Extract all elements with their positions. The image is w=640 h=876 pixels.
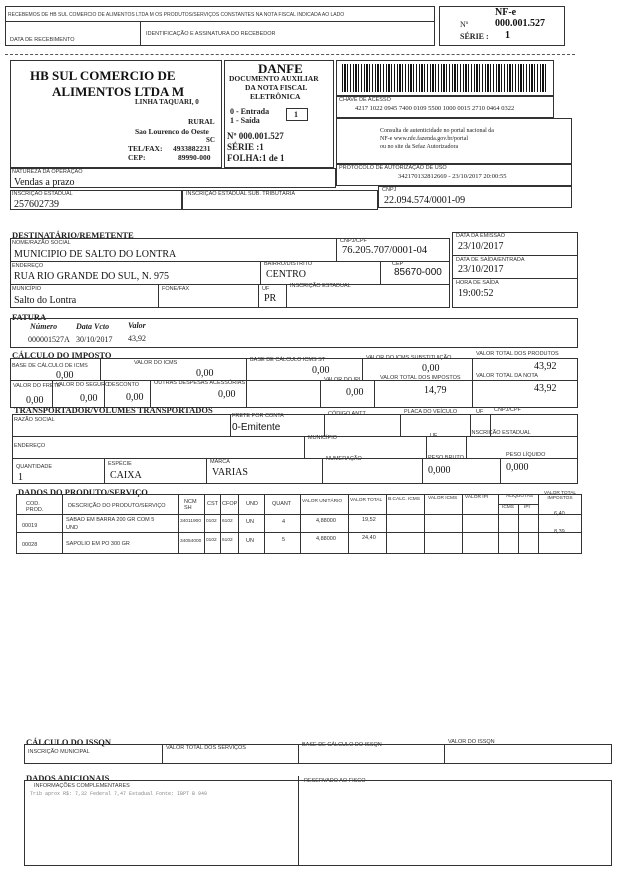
natureza-label: NATUREZA DA OPERAÇÃO [12, 169, 83, 175]
canhoto-serie: 1 [505, 30, 510, 41]
row1-cod: 00019 [22, 523, 38, 529]
dest-cnpj: 76.205.707/0001-04 [342, 245, 428, 256]
transp-qtd: 1 [18, 472, 23, 483]
chave-label: CHAVE DE ACESSO [339, 97, 391, 103]
v-st-label: VALOR DO ICMS SUBSTITUIÇÃO [366, 355, 452, 361]
hora-saida-label: HORA DE SAÍDA [456, 280, 499, 286]
canhoto-text: RECEBEMOS DE HB SUL COMERCIO DE ALIMENTOS LTDA M OS PRODUTOS/SERVIÇOS CONSTANTES NA NOTA FISCAL INDICADA AO LADO [8, 12, 345, 18]
dest-bairro-label: BAIRRO/DISTRITO [264, 261, 313, 267]
row2-desc-l1: SAPOLIO EM PO 300 GR [66, 541, 130, 547]
row2-imp: 8,39 [554, 529, 565, 535]
dest-uf: PR [264, 293, 277, 304]
hora-saida: 19:00:52 [458, 288, 494, 299]
emitente-cep: 89990-000 [178, 153, 211, 162]
th-aliq: ALIQUOTAS [506, 494, 534, 499]
tot-trib: 14,79 [424, 385, 447, 396]
transp-frete-label: FRETE POR CONTA [232, 413, 284, 419]
danfe-folha: FOLHA:1 de 1 [227, 153, 285, 163]
data-saida: 23/10/2017 [458, 264, 504, 275]
data-recebimento-label: DATA DE RECEBIMENTO [10, 37, 75, 43]
dest-nome-label: NOME/RAZÃO SOCIAL [12, 240, 71, 246]
seguro-label: VALOR DO SEGURO [56, 382, 110, 388]
emitente-cep-label: CEP: [128, 153, 146, 162]
dest-municipio: Salto do Lontra [14, 295, 77, 306]
transp-cnpj-label: CNPJ/CPF [494, 407, 521, 413]
transp-marca: VARIAS [212, 467, 248, 478]
canhoto-numero: 000.001.527 [495, 18, 545, 29]
issqn-section: CÁLCULO DO ISSQN [26, 737, 112, 747]
th-ncm: NCM SH [184, 499, 197, 511]
issqn-bc-label: BASE DE CÁLCULO DO ISSQN [302, 742, 382, 748]
row2-quant: 5 [282, 537, 286, 543]
consulta-l1: Consulta de autenticidade no portal nacional da [380, 128, 494, 134]
emitente-cidade: Sao Lourenco do Oeste [135, 127, 209, 136]
canhoto-serie-prefix: SÉRIE : [460, 32, 489, 41]
dest-municipio-label: MUNICÍPIO [12, 286, 42, 292]
transp-razao-label: RAZÃO SOCIAL [14, 417, 55, 423]
th-cfop: CFOP [222, 501, 238, 507]
dest-fone-label: FONE/FAX [162, 286, 190, 292]
fatura-valor-label: Valor [128, 321, 146, 330]
transp-peso-bruto-label: PESO BRUTO [428, 455, 464, 461]
th-vtotal: VALOR TOTAL [350, 498, 383, 503]
th-vipi: VALOR IPI [465, 495, 489, 500]
transp-antt-label: CÓDIGO ANTT [328, 411, 366, 417]
row2-ncm: 34054000 [180, 539, 202, 544]
th-quant: QUANT [272, 501, 292, 507]
th-vicms: VALOR ICMS [428, 496, 458, 501]
danfe-numero: Nº 000.001.527 [227, 131, 284, 141]
emitente-bairro: RURAL [188, 117, 215, 126]
v-nota-label: VALOR TOTAL DA NOTA [476, 373, 538, 379]
cut-line [5, 54, 575, 55]
issqn-v-label: VALOR DO ISSQN [448, 739, 495, 745]
dest-bairro: CENTRO [266, 269, 306, 280]
danfe-serie: SÉRIE :1 [227, 142, 264, 152]
danfe-sub1: DOCUMENTO AUXILIAR [229, 74, 319, 83]
fatura-data-label: Data Vcto [76, 322, 110, 331]
emitente-nome-l2: ALIMENTOS LTDA M [52, 84, 185, 99]
row1-vtotal: 19,52 [362, 517, 376, 523]
outras-label: OUTRAS DESPESAS ACESSÓRIAS [154, 380, 246, 386]
danfe-entrada: 0 - Entrada [230, 107, 270, 116]
ipi: 0,00 [346, 387, 364, 398]
outras: 0,00 [218, 389, 236, 400]
cnpj-emit-label: CNPJ [382, 187, 397, 193]
transp-peso-liq-label: PESO LÍQUIDO [506, 452, 546, 458]
transp-marca-label: MARCA [210, 459, 230, 465]
row1-ncm: 34011900 [180, 519, 201, 524]
issqn-im-label: INSCRIÇÃO MUNICIPAL [28, 749, 90, 755]
emitente-uf: SC [206, 136, 215, 144]
v-nota: 43,92 [534, 383, 557, 394]
ie-value: 257602739 [14, 199, 59, 210]
consulta-l2: NF-e www.nfe.fazenda.gov.br/portal [380, 136, 469, 142]
th-und: UND [246, 501, 258, 507]
row1-und: UN [246, 519, 254, 525]
dest-cep-label: CEP [392, 261, 404, 267]
v-st: 0,00 [422, 363, 440, 374]
danfe-sub3: ELETRÔNICA [250, 92, 301, 101]
dest-endereco-label: ENDEREÇO [12, 263, 44, 269]
bc-icms: 0,00 [56, 370, 74, 381]
desconto-label: DESCONTO [108, 382, 140, 388]
issqn-vserv-label: VALOR TOTAL DOS SERVIÇOS [166, 745, 246, 751]
fatura-section: FATURA [12, 312, 47, 322]
danfe-tipo: 1 [294, 110, 298, 119]
imposto-section: CÁLCULO DO IMPOSTO [12, 350, 112, 360]
th-aipi: IPI [524, 505, 530, 510]
v-icms: 0,00 [196, 368, 214, 379]
danfe-title: DANFE [258, 61, 303, 76]
v-prod-label: VALOR TOTAL DOS PRODUTOS [476, 351, 559, 357]
consulta-l3: ou no site da Sefaz Autorizadora [380, 144, 459, 150]
ipi-label: VALOR DO IPI [324, 377, 361, 383]
fatura-data: 30/10/2017 [76, 335, 113, 344]
transp-ie-label: INSCRIÇÃO ESTADUAL [470, 430, 531, 436]
adicionais-info-text: Trib aprox R$: 7,32 Federal 7,47 Estadual Fonte: IBPT B 949 [30, 791, 208, 797]
emitente-endereco: LINHA TAQUARI, 0 [135, 98, 199, 106]
row2-und: UN [246, 538, 254, 544]
dest-ie-label: INSCRIÇÃO ESTADUAL [290, 283, 351, 289]
canhoto-numero-prefix: Nº [460, 20, 469, 29]
canhoto-nfe-title: NF-e [495, 7, 517, 18]
chave-value: 4217 1022 0945 7400 0109 5500 1000 0015 2710 0464 0322 [355, 105, 515, 112]
identificacao-label: IDENTIFICAÇÃO E ASSINATURA DO RECEBEDOR [146, 31, 276, 37]
row1-imp: 6,40 [554, 511, 565, 517]
row1-cst: 0102 [206, 519, 217, 524]
frete: 0,00 [26, 395, 44, 406]
adicionais-section: DADOS ADICIONAIS [26, 773, 110, 783]
v-icms-label: VALOR DO ICMS [134, 360, 178, 366]
th-aicms: ICMS [502, 505, 514, 510]
dest-nome: MUNICIPIO DE SALTO DO LONTRA [14, 249, 177, 260]
row2-vtotal: 24,40 [362, 535, 376, 541]
dest-cep: 85670-000 [394, 267, 442, 278]
th-vtot-trib: VALOR TOTAL IMPOSTOS [543, 491, 577, 501]
adicionais-info-label: INFORMAÇÕES COMPLEMENTARES [34, 783, 130, 789]
th-desc: DESCRIÇÃO DO PRODUTO/SERVIÇO [68, 503, 166, 509]
danfe-sub2: DA NOTA FISCAL [245, 83, 308, 92]
fisco-label: RESERVADO AO FISCO [304, 778, 366, 784]
fatura-numero-label: Número [30, 322, 58, 331]
th-vunit: VALOR UNITÁRIO [302, 499, 343, 504]
bc-st: 0,00 [312, 365, 330, 376]
data-saida-label: DATA DE SAÍDA/ENTRADA [456, 257, 525, 263]
natureza-value: Vendas a prazo [14, 177, 75, 188]
row1-desc-l2: UND [66, 525, 78, 531]
transp-peso-bruto: 0,000 [428, 465, 451, 476]
transp-municipio-label: MUNICÍPIO [308, 435, 338, 441]
row1-vunit: 4,88000 [316, 518, 336, 524]
emitente-telfax-label: TEL/FAX: [128, 144, 163, 153]
v-prod: 43,92 [534, 361, 557, 372]
ie-label: INSCRIÇÃO ESTADUAL [12, 191, 73, 197]
emitente-nome-l1: HB SUL COMERCIO DE [30, 68, 176, 83]
row2-cod: 00028 [22, 542, 38, 548]
bc-icms-label: BASE DE CÁLCULO DE ICMS [12, 363, 88, 369]
transporte-section: TRANSPORTADOR/VOLUMES TRANSPORTADOS [14, 405, 213, 415]
cnpj-emit-value: 22.094.574/0001-09 [384, 195, 466, 206]
fatura-numero: 000001527A [28, 335, 70, 344]
row2-vunit: 4,88000 [316, 536, 336, 542]
transp-frete: 0-Emitente [232, 422, 281, 433]
transp-uf-label: UF [476, 409, 484, 415]
dest-uf-label: UF [262, 286, 270, 292]
danfe-saida: 1 - Saída [230, 116, 260, 125]
th-bc: B.CALC. ICMS [388, 497, 420, 502]
fatura-valor: 43,92 [128, 334, 146, 343]
protocolo-value: 342170132812669 - 23/10/2017 20:00:55 [398, 173, 507, 180]
th-cod: COD. PROD. [26, 501, 44, 513]
protocolo-label: PROTOCOLO DE AUTORIZAÇÃO DE USO [339, 165, 447, 171]
transp-especie-label: ESPÉCIE [108, 461, 132, 467]
transp-peso-liq: 0,000 [506, 462, 529, 473]
destinatario-section: DESTINATÁRIO/REMETENTE [12, 230, 134, 240]
row2-cfop: 6102 [222, 538, 233, 543]
dest-endereco: RUA RIO GRANDE DO SUL, N. 975 [14, 271, 170, 282]
transp-placa-label: PLACA DO VEÍCULO [404, 409, 458, 415]
ie-st-label: INSCRIÇÃO ESTADUAL SUB. TRIBUTÁRIA [186, 191, 296, 197]
emitente-telfax: 4933882231 [173, 144, 211, 153]
dest-cnpj-label: CNPJ/CPF [340, 238, 367, 244]
frete-label: VALOR DO FRETE [13, 383, 61, 389]
tot-trib-label: VALOR TOTAL DOS IMPOSTOS [380, 375, 461, 381]
bc-st-label: BASE DE CÁLCULO ICMS ST [250, 357, 326, 363]
data-emissao-label: DATA DA EMISSÃO [456, 233, 506, 239]
transp-especie: CAIXA [110, 470, 142, 481]
barcode [342, 64, 548, 92]
transp-numeracao-label: NUMERAÇÃO [326, 456, 362, 462]
data-emissao: 23/10/2017 [458, 241, 504, 252]
produtos-section: DADOS DO PRODUTO/SERVIÇO [18, 487, 148, 497]
transp-endereco-label: ENDEREÇO [14, 443, 46, 449]
row1-cfop: 6102 [222, 519, 233, 524]
row1-desc-l1: SABAO EM BARRA 200 GR COM 5 [66, 517, 155, 523]
transp-uf2-label: UF [430, 433, 438, 439]
seguro: 0,00 [80, 393, 98, 404]
desconto: 0,00 [126, 392, 144, 403]
th-cst: CST [207, 501, 218, 507]
transp-qtd-label: QUANTIDADE [16, 464, 53, 470]
row2-cst: 0102 [206, 538, 217, 543]
row1-quant: 4 [282, 519, 286, 525]
